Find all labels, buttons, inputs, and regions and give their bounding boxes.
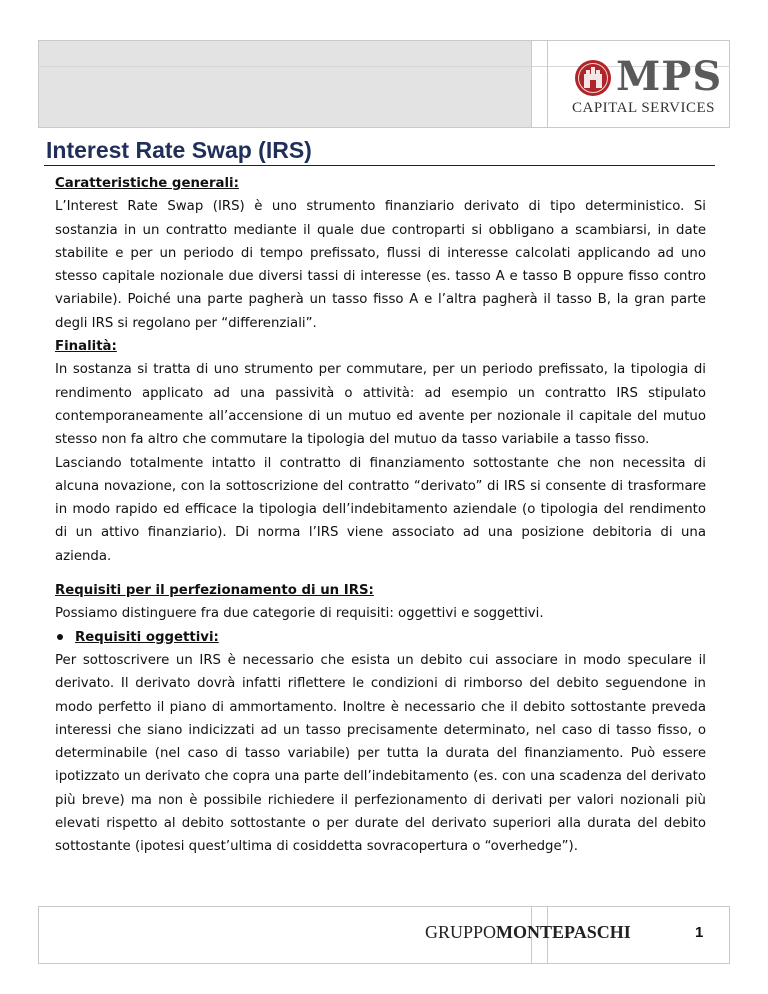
mps-emblem-icon: [574, 59, 612, 97]
paragraph-requirements-intro: Possiamo distinguere fra due categorie di requisiti: oggettivi e soggettivi.: [55, 606, 544, 622]
section-heading-purpose: Finalità:: [55, 339, 117, 355]
section-heading-general: Caratteristiche generali:: [55, 176, 239, 191]
header-column-rule: [531, 40, 532, 128]
paragraph-purpose-2: Lasciando totalmente intatto il contratto di finanziamento sottostante che non necessita di alcuna novazione, con la sottoscrizione del contratto “derivato” di IRS si consente di trasformare in modo rapido ed efficace la tipologia dell’indebitamento aziendale (o tipologia del rendimento di un attivo finanziario). Di norma l’IRS viene associato ad una posizione debitoria di una azienda.: [55, 455, 706, 564]
footer-brand-bold: MONTEPASCHI: [496, 922, 631, 942]
bullet-icon: [57, 634, 63, 640]
paragraph-general: L’Interest Rate Swap (IRS) è uno strumento finanziario derivato di tipo deterministico. Si sostanzia in un contratto mediante il quale due controparti si obbligano a scambiarsi, in date stabilite e per un periodo di tempo prefissato, flussi di interesse calcolati applicando ad uno stesso capitale nozionale due diversi tassi di interesse (es. tasso A e tasso B oppure fisso contro variabile). Poiché una parte pagherà un tasso fisso A e l’altra pagherà il tasso B, la gran parte degli IRS si regolano per “differenziali”.: [55, 199, 706, 331]
spacer: [55, 568, 706, 579]
mps-logo: [572, 53, 730, 119]
title-underline: [44, 165, 715, 166]
footer-brand: [425, 922, 631, 943]
footer-brand-light: GRUPPO: [425, 922, 497, 942]
document-body: [55, 172, 706, 859]
paragraph-purpose-1: In sostanza si tratta di uno strumento per commutare, per un periodo prefissato, la tipologia di rendimento applicato ad una passività o attività: ad esempio un contratto IRS stipulato contemporaneamente all’accensione di un mutuo ed avente per nozionale il capitale del mutuo stesso non fa altro che commutare la tipologia del mutuo da tasso variabile a tasso fisso.: [55, 362, 706, 448]
section-heading-requirements: Requisiti per il perfezionamento di un IRS:: [55, 583, 374, 599]
logo-subtitle: CAPITAL SERVICES: [572, 100, 715, 116]
bullet-item-objective: [55, 626, 706, 649]
logo-brand: MPS: [616, 53, 723, 100]
paragraph-objective: Per sottoscrivere un IRS è necessario che esista un debito cui associare in modo speculare il derivato. Il derivato dovrà infatti riflettere le condizioni di rimborso del debito seguendone in modo perfetto il piano di ammortamento. Inoltre è necessario che il debito sottostante preveda interessi che siano indicizzati ad un tasso precisamente determinato, nel caso di tasso fisso, o determinabile (nel caso di tasso variabile) per tutta la durata del finanziamento. Può essere ipotizzato un derivato che copra una parte dell’indebitamento (es. con una scadenza del derivato più breve) ma non è possibile richiedere il perfezionamento di derivati per valori nozionali più elevati rispetto al debito sottostante o per durate del derivato superiori alla durata del debito sottostante (ipotesi quest’ultima di cosiddetta sovracopertura o “overhedge”).: [55, 652, 706, 855]
subheading-objective: Requisiti oggettivi:: [75, 629, 219, 645]
header-column-rule: [547, 40, 548, 128]
page-title: Interest Rate Swap (IRS): [46, 137, 312, 163]
page-number: 1: [695, 924, 704, 941]
